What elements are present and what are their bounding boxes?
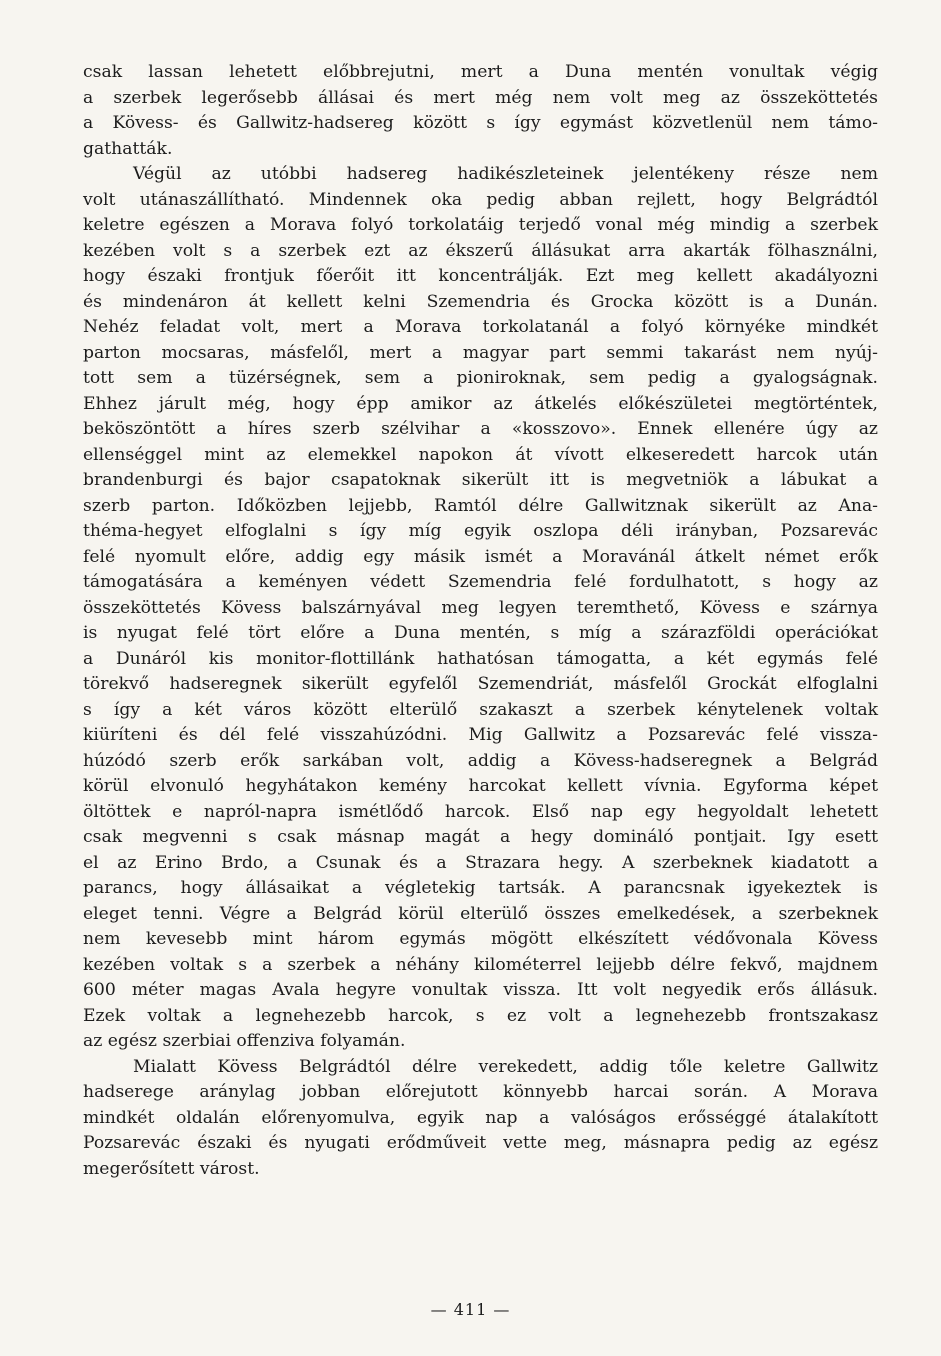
text-line: Végül az utóbbi hadsereg hadikészleteinek jelentékeny része nem: [133, 164, 878, 184]
text-line: eleget tenni. Végre a Belgrád körül elterülő összes emelkedések, a szerbeknek: [83, 903, 878, 924]
text-line: hadserege aránylag jobban előrejutott könnyebb harcai során. A Morava: [83, 1082, 878, 1102]
text-line: kezében volt s a szerbek ezt az ékszerű állásukat arra akarták fölhasználni,: [83, 240, 878, 261]
text-line: felé nyomult előre, addig egy másik ismét a Moravánál átkelt német erők: [83, 546, 878, 567]
text-line: brandenburgi és bajor csapatoknak sikerült itt is megvetniök a lábukat a: [83, 470, 878, 490]
text-line: keletre egészen a Morava folyó torkolatáig terjedő vonal még mindig a szerbek: [83, 215, 878, 235]
text-line: összeköttetés Kövess balszárnyával meg legyen teremthető, Kövess e szárnya: [83, 597, 878, 618]
text-line: Nehéz feladat volt, mert a Morava torkolatanál a folyó környéke mindkét: [83, 317, 878, 337]
text-line: volt utánaszállítható. Mindennek oka pedig abban rejlett, hogy Belgrádtól: [83, 189, 878, 210]
text-line: Mialatt Kövess Belgrádtól délre verekedett, addig tőle keletre Gallwitz: [133, 1056, 878, 1077]
text-line: kiüríteni és dél felé visszahúzódni. Mig Gallwitz a Pozsarevác felé vissza-: [83, 725, 878, 745]
text-line: és mindenáron át kellett kelni Szemendria és Grocka között is a Dunán.: [83, 291, 878, 312]
text-line: öltöttek e napról-napra ismétlődő harcok. Első nap egy hegyoldalt lehetett: [83, 801, 878, 822]
text-line: parancs, hogy állásaikat a végletekig tartsák. A parancsnak igyekeztek is: [83, 878, 878, 898]
text-line: csak lassan lehetett előbbrejutni, mert a Duna mentén vonultak végig: [83, 62, 878, 82]
text-line: Ezek voltak a legnehezebb harcok, s ez volt a legnehezebb frontszakasz: [83, 1005, 878, 1026]
text-line: törekvő hadseregnek sikerült egyfelől Szemendriát, másfelől Grockát elfoglalni: [83, 674, 878, 694]
text-line: megerősített várost.: [83, 1158, 260, 1179]
text-line: az egész szerbiai offenziva folyamán.: [83, 1031, 406, 1051]
page-number: — 411 —: [430, 1300, 511, 1319]
text-line: parton mocsaras, másfelől, mert a magyar part semmi takarást nem nyúj-: [83, 342, 878, 363]
text-line: szerb parton. Időközben lejjebb, Ramtól délre Gallwitznak sikerült az Ana-: [83, 495, 878, 516]
text-line: a szerbek legerősebb állásai és mert még nem volt meg az összeköttetés: [83, 87, 878, 108]
text-line: is nyugat felé tört előre a Duna mentén, s míg a szárazföldi operációkat: [83, 623, 878, 643]
text-line: csak megvenni s csak másnap magát a hegy domináló pontjait. Igy esett: [83, 827, 878, 847]
text-line: húzódó szerb erők sarkában volt, addig a Kövess-hadseregnek a Belgrád: [83, 750, 878, 771]
text-line: hogy északi frontjuk főerőit itt koncentrálják. Ezt meg kellett akadályozni: [83, 266, 878, 286]
text-line: nem kevesebb mint három egymás mögött elkészített védővonala Kövess: [83, 929, 878, 949]
text-line: s így a két város között elterülő szakaszt a szerbek kénytelenek voltak: [83, 699, 878, 720]
text-line: théma-hegyet elfoglalni s így míg egyik oszlopa déli irányban, Pozsarevác: [83, 521, 878, 541]
text-line: a Kövess- és Gallwitz-hadsereg között s így egymást közvetlenül nem támo-: [83, 113, 878, 133]
text-line: támogatására a keményen védett Szemendria felé fordulhatott, s hogy az: [83, 572, 878, 592]
text-line: 600 méter magas Avala hegyre vonultak vissza. Itt volt negyedik erős állásuk.: [83, 980, 878, 1000]
body-text: [83, 60, 878, 1182]
text-line: beköszöntött a híres szerb szélvihar a «kosszovo». Ennek ellenére úgy az: [83, 419, 878, 439]
text-line: a Dunáról kis monitor-flottillánk hathatósan támogatta, a két egymás felé: [83, 648, 878, 669]
text-line: el az Erino Brdo, a Csunak és a Strazara hegy. A szerbeknek kiadatott a: [83, 852, 878, 873]
text-line: körül elvonuló hegyhátakon kemény harcokat kellett vívnia. Egyforma képet: [83, 776, 878, 796]
text-line: tott sem a tüzérségnek, sem a pioniroknak, sem pedig a gyalogságnak.: [83, 368, 878, 388]
text-line: Pozsarevác északi és nyugati erődműveit vette meg, másnapra pedig az egész: [83, 1133, 878, 1153]
text-line: kezében voltak s a szerbek a néhány kilométerrel lejjebb délre fekvő, majdnem: [83, 954, 878, 975]
text-line: ellenséggel mint az elemekkel napokon át vívott elkeseredett harcok után: [83, 444, 878, 465]
text-line: gathatták.: [83, 138, 173, 159]
text-line: mindkét oldalán előrenyomulva, egyik nap a valóságos erősséggé átalakított: [83, 1107, 878, 1128]
text-line: Ehhez járult még, hogy épp amikor az átkelés előkészületei megtörténtek,: [83, 393, 878, 414]
